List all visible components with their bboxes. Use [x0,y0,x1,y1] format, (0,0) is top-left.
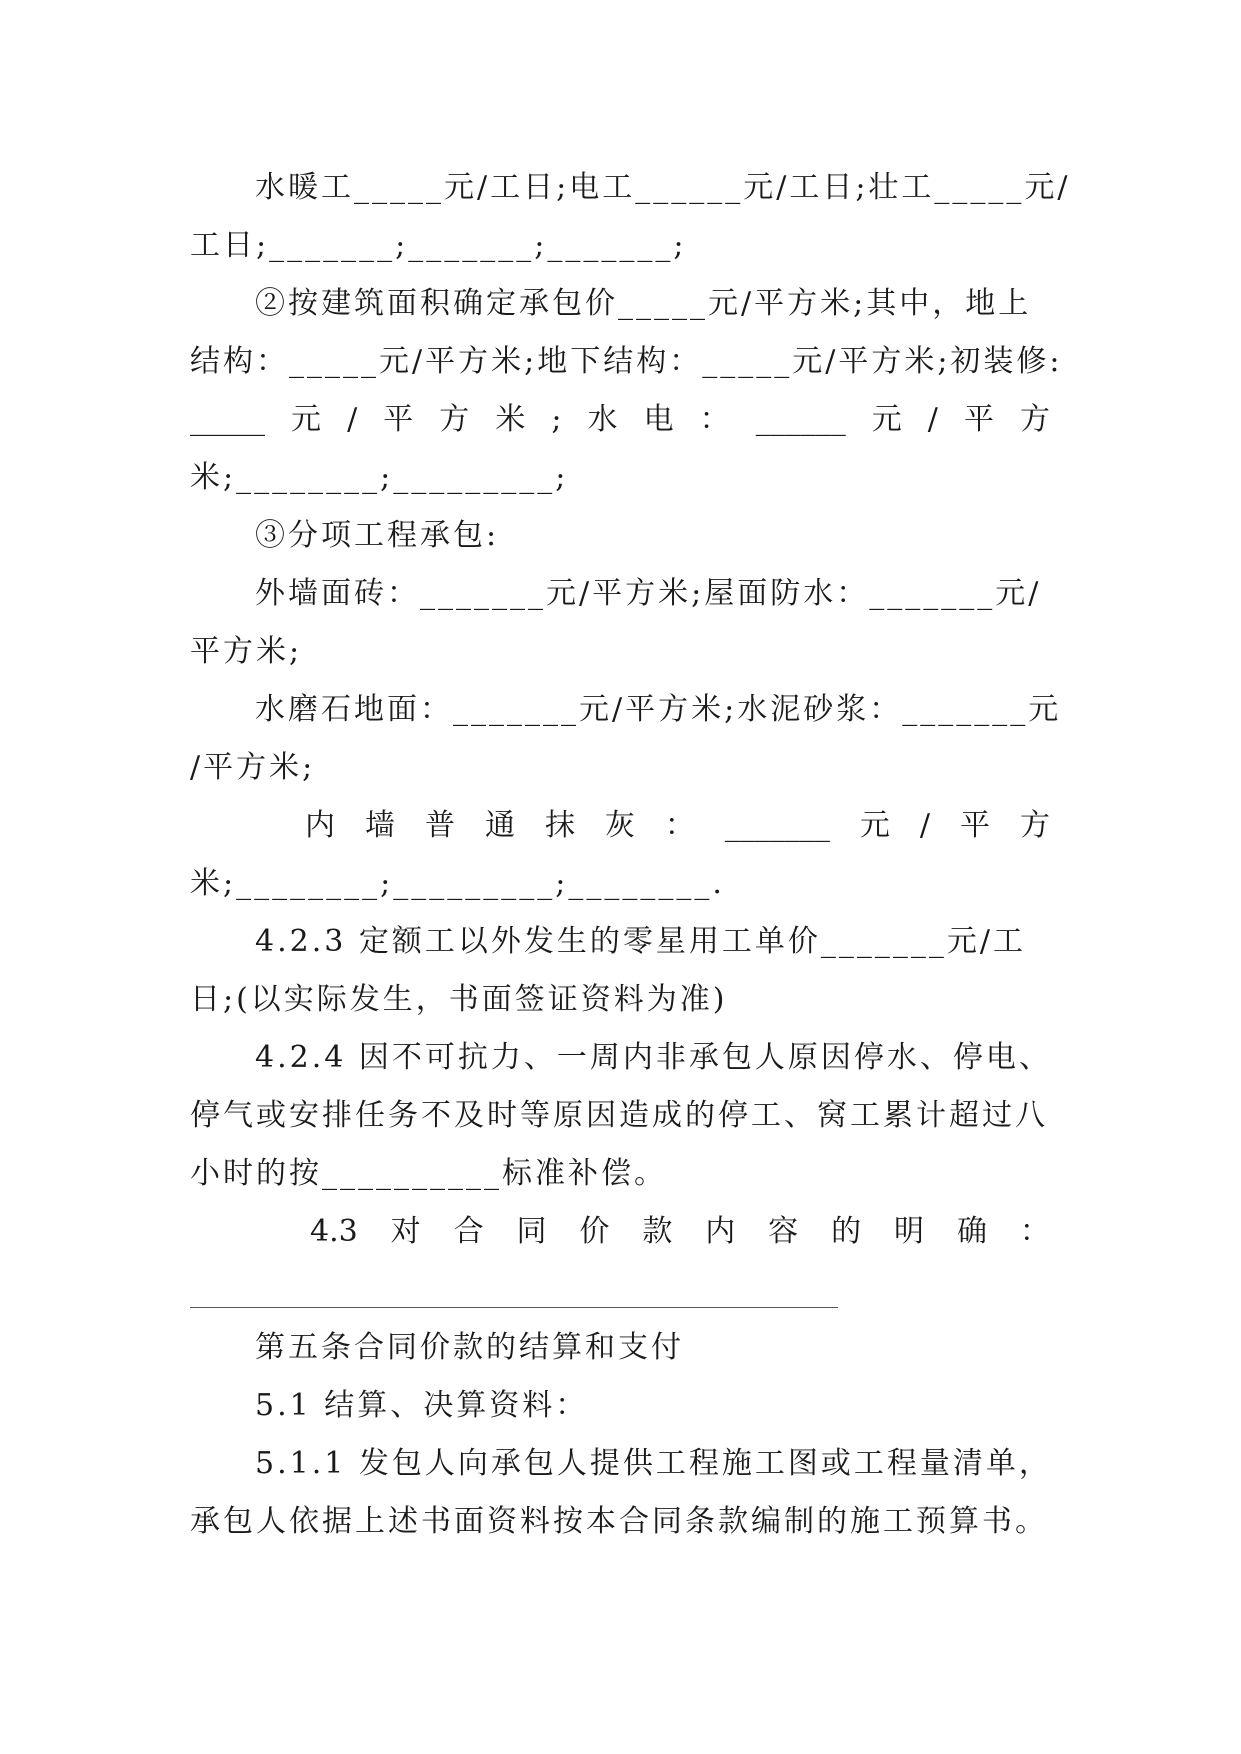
section-title: 第五条合同价款的结算和支付 [255,1330,684,1365]
text-token: 明 [894,1214,925,1249]
text-line: 5.1.1 发包人向承包人提供工程施工图或工程量清单， [255,1446,1052,1481]
text-token: / [919,808,930,843]
text-line: 4.2.4 因不可抗力、一周内非承包人原因停水、停电、 [255,1040,1052,1075]
text-token: 普 [424,808,455,843]
text-token: 米 [495,402,526,437]
text-token: 内 [305,808,335,843]
text-token: 同 [516,1214,547,1249]
text-token: 确 [956,1214,987,1249]
text-token: _____ [190,402,265,437]
text-line: 停气或安排任务不及时等原因造成的停工、窝工累计超过八 [190,1098,1048,1133]
text-token: ______ [755,402,846,437]
text-token: 通 [484,808,515,843]
text-token: 平 [959,808,990,843]
text-line-justified [305,806,1050,846]
text-line: ③分项工程承包: [255,518,500,553]
text-token: 方 [1019,808,1050,843]
text-line: 水磨石地面：_______元/平方米;水泥砂浆：_______元 [255,692,1062,727]
text-token: / [347,402,358,437]
text-token: 平 [383,402,414,437]
text-line: 承包人依据上述书面资料按本合同条款编制的施工预算书。 [190,1504,1048,1539]
text-token: 内 [705,1214,736,1249]
text-line: 小时的按__________标准补偿。 [190,1156,667,1191]
text-token: ： [1019,1214,1050,1249]
text-line: 米;________;_________;________. [190,866,725,901]
text-line: 结构：_____元/平方米;地下结构：_____元/平方米;初装修: [190,344,1063,379]
text-token: 的 [831,1214,862,1249]
text-line: /平方米; [190,750,316,785]
text-token: 款 [642,1214,673,1249]
text-line: 水暖工_____元/工日;电工______元/工日;壮工_____元/ [255,170,1071,205]
text-line: 米;________;_________; [190,460,569,495]
text-token: 电 [643,402,674,437]
text-token: 4.3 [310,1214,358,1249]
text-line: ②按建筑面积确定承包价_____元/平方米;其中，地上 [255,286,1032,321]
text-token: 容 [768,1214,799,1249]
text-line: 4.2.3 定额工以外发生的零星用工单价_______元/工 [255,924,1026,959]
text-token: _______ [724,808,830,843]
text-token: 元 [291,402,322,437]
text-token: 价 [579,1214,610,1249]
text-token: ： [664,808,695,843]
text-line: 日;(以实际发生，书面签证资料为准) [190,982,728,1017]
text-line: 工日;_______;_______;_______; [190,228,687,263]
text-token: 方 [439,402,470,437]
text-token: 合 [453,1214,484,1249]
text-token: ; [551,402,562,437]
text-token: 方 [1019,402,1050,437]
text-token: 水 [587,402,618,437]
text-line: 5.1 结算、决算资料： [255,1388,589,1423]
blank-rule-line [190,1307,838,1308]
text-token: 元 [859,808,890,843]
text-line-justified [190,400,1050,440]
text-token: 对 [390,1214,421,1249]
text-token: 平 [963,402,994,437]
text-token: / [927,402,938,437]
text-token: 灰 [604,808,635,843]
text-token: 抹 [544,808,575,843]
section-heading-justified [310,1212,1050,1252]
text-token: 元 [871,402,902,437]
text-token: ： [699,402,730,437]
text-line: 平方米; [190,634,303,669]
text-line: 外墙面砖：_______元/平方米;屋面防水：_______元/ [255,576,1042,611]
text-token: 墙 [364,808,395,843]
